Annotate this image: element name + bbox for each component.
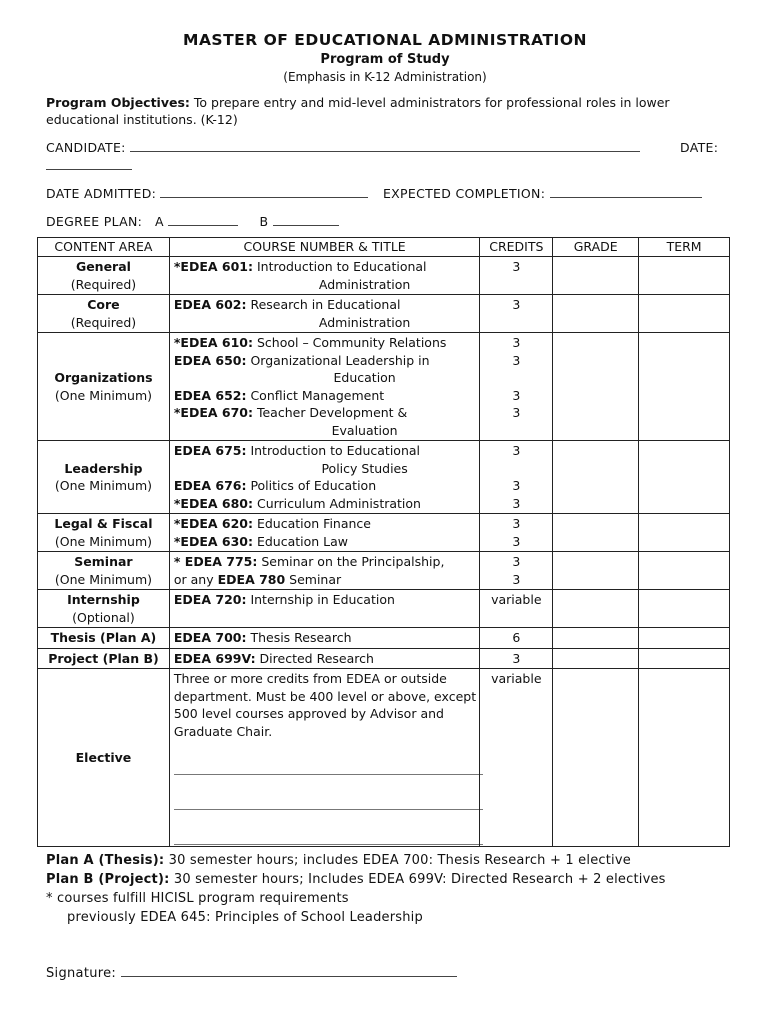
plan-b-note-label: Plan B (Project):	[46, 872, 170, 887]
course-cell	[169, 590, 479, 628]
area-project	[38, 648, 170, 669]
emphasis-note: (Emphasis in K-12 Administration)	[283, 70, 487, 84]
area-requirement: (Required)	[70, 314, 137, 330]
credits-cell: variable	[480, 590, 553, 628]
credit-value: 3	[512, 443, 521, 458]
course-cell	[169, 333, 479, 441]
credit-value: 3	[512, 554, 521, 569]
course-title: Introduction to Educational	[246, 443, 420, 458]
grade-cell[interactable]	[553, 441, 639, 514]
area-name: Internship	[67, 592, 140, 607]
course-line	[174, 404, 475, 439]
degree-plan-row	[46, 214, 339, 229]
credits-cell	[480, 333, 553, 441]
course-line	[174, 442, 475, 477]
header-content-area: CONTENT AREA	[38, 238, 170, 257]
date-admitted-label: DATE ADMITTED:	[46, 186, 157, 201]
course-code: EDEA 676:	[173, 478, 247, 493]
date-row	[46, 158, 132, 173]
term-cell[interactable]	[639, 590, 730, 628]
objectives-text: To prepare entry and mid-level administrators for professional roles in lower educational institutions. (K-12)	[46, 95, 670, 127]
course-code: *EDEA 670:	[173, 405, 253, 420]
course-line	[174, 352, 475, 387]
candidate-field[interactable]	[130, 141, 640, 152]
grade-cell[interactable]	[553, 669, 639, 847]
credit-value: 3	[512, 335, 521, 350]
area-requirement: (Optional)	[72, 609, 135, 625]
signature-field[interactable]	[121, 966, 457, 977]
plan-a-note	[46, 851, 666, 870]
course-code: EDEA 700:	[173, 630, 247, 645]
table-header-row	[38, 238, 730, 257]
course-title: Politics of Education	[246, 478, 377, 493]
term-cell[interactable]	[639, 295, 730, 333]
area-general	[38, 257, 170, 295]
course-title: Introduction to Educational	[253, 259, 427, 274]
course-title: Research in Educational	[246, 297, 401, 312]
table-row-elective	[38, 669, 730, 847]
course-code: *EDEA 601:	[173, 259, 253, 274]
credit-value: 3	[512, 387, 521, 403]
course-title: Seminar on the Principalship,	[257, 554, 445, 569]
credits-cell	[480, 552, 553, 590]
area-name: Project (Plan B)	[48, 650, 159, 666]
course-title: Seminar	[285, 571, 342, 587]
grade-cell[interactable]	[553, 648, 639, 669]
course-cell	[169, 441, 479, 514]
course-line	[174, 553, 475, 571]
course-title-cont: Administration	[318, 276, 411, 292]
credits-cell	[480, 441, 553, 514]
grade-cell[interactable]	[553, 514, 639, 552]
table-row-legal-fiscal	[38, 514, 730, 552]
credits-cell: 3	[480, 295, 553, 333]
credit-value: 3	[512, 352, 521, 368]
course-title-cont: Administration	[318, 314, 411, 330]
course-title: Conflict Management	[246, 387, 385, 403]
area-requirement: (One Minimum)	[54, 533, 152, 549]
table-row-seminar	[38, 552, 730, 590]
credit-value: 3	[512, 533, 521, 549]
table-row-project	[38, 648, 730, 669]
course-code: *EDEA 620:	[173, 516, 253, 531]
area-name: Elective	[75, 749, 132, 765]
area-internship	[38, 590, 170, 628]
course-title: Curriculum Administration	[253, 495, 421, 511]
header-credits: CREDITS	[480, 238, 553, 257]
course-code: EDEA 780	[217, 571, 286, 587]
course-line	[174, 477, 475, 495]
program-objectives	[46, 94, 726, 128]
signature-row	[46, 966, 457, 981]
course-cell	[169, 552, 479, 590]
term-cell[interactable]	[639, 552, 730, 590]
area-name: Thesis (Plan A)	[50, 630, 157, 645]
credit-value: 3	[512, 516, 521, 531]
course-code: EDEA 720:	[173, 592, 247, 607]
course-line	[174, 571, 475, 589]
elective-entry-line[interactable]	[174, 775, 483, 810]
area-seminar	[38, 552, 170, 590]
course-cell	[169, 257, 479, 295]
credits-cell: 6	[480, 628, 553, 649]
area-leadership	[38, 441, 170, 514]
course-title: Thesis Research	[246, 630, 352, 645]
course-prefix: or any	[173, 571, 218, 587]
table-row-general	[38, 257, 730, 295]
course-line	[174, 533, 475, 551]
area-name: General	[75, 259, 131, 274]
course-code: * EDEA 775:	[173, 554, 258, 569]
course-code: *EDEA 680:	[173, 495, 253, 511]
course-title: School – Community Relations	[253, 335, 447, 350]
course-cell	[169, 669, 479, 847]
area-requirement: (One Minimum)	[54, 387, 152, 403]
credits-cell: variable	[480, 669, 553, 847]
signature-label: Signature:	[46, 966, 117, 981]
course-title-cont: Policy Studies	[321, 460, 408, 476]
course-code: EDEA 602:	[173, 297, 247, 312]
table-row-thesis	[38, 628, 730, 649]
header-course: COURSE NUMBER & TITLE	[169, 238, 479, 257]
course-title-cont: Education	[333, 370, 396, 385]
term-cell[interactable]	[639, 514, 730, 552]
course-cell	[169, 295, 479, 333]
credit-value: 3	[512, 495, 521, 511]
expected-completion-field[interactable]	[550, 187, 702, 198]
plan-a-note-text: 30 semester hours; includes EDEA 700: Thesis Research + 1 elective	[164, 853, 631, 868]
area-core	[38, 295, 170, 333]
course-cell	[169, 514, 479, 552]
page-subtitle: Program of Study	[320, 52, 450, 67]
course-code: *EDEA 630:	[173, 533, 253, 549]
area-name: Leadership	[64, 460, 143, 476]
header-term: TERM	[639, 238, 730, 257]
area-name: Seminar	[74, 554, 133, 569]
degree-plan-label: DEGREE PLAN:	[46, 214, 143, 229]
area-organizations	[38, 333, 170, 441]
grade-cell[interactable]	[553, 295, 639, 333]
course-title: Education Law	[253, 533, 349, 549]
course-title: Internship in Education	[246, 592, 395, 607]
term-cell[interactable]	[639, 648, 730, 669]
course-title: Teacher Development &	[253, 405, 408, 420]
plan-b-label: B	[259, 214, 269, 229]
area-requirement: (One Minimum)	[54, 478, 152, 493]
elective-entry-line[interactable]	[174, 740, 483, 775]
candidate-row	[46, 140, 640, 155]
objectives-label: Program Objectives:	[46, 95, 190, 110]
course-line	[174, 387, 475, 405]
area-requirement: (One Minimum)	[54, 571, 152, 587]
course-code: EDEA 675:	[173, 443, 247, 458]
plan-b-field[interactable]	[273, 215, 339, 226]
previous-note: previously EDEA 645: Principles of School Leadership	[67, 910, 423, 925]
plan-a-field[interactable]	[168, 215, 238, 226]
course-code: EDEA 699V:	[173, 650, 256, 666]
grade-cell[interactable]	[553, 628, 639, 649]
course-cell	[169, 628, 479, 649]
plan-b-note-text: 30 semester hours; Includes EDEA 699V: Directed Research + 2 electives	[169, 872, 666, 887]
grade-cell[interactable]	[553, 552, 639, 590]
date-field[interactable]	[46, 159, 132, 170]
page-title: MASTER OF EDUCATIONAL ADMINISTRATION	[183, 31, 587, 49]
grade-cell[interactable]	[553, 257, 639, 295]
credit-value: 3	[512, 571, 521, 587]
table-row-leadership	[38, 441, 730, 514]
course-title-cont: Evaluation	[331, 422, 398, 438]
course-line	[174, 495, 475, 513]
area-thesis	[38, 628, 170, 649]
date-label: DATE:	[680, 140, 719, 155]
term-cell[interactable]	[639, 333, 730, 441]
grade-cell[interactable]	[553, 333, 639, 441]
area-legal-fiscal	[38, 514, 170, 552]
table-row-organizations	[38, 333, 730, 441]
date-admitted-field[interactable]	[160, 187, 368, 198]
term-cell[interactable]	[639, 441, 730, 514]
course-code: *EDEA 610:	[173, 335, 253, 350]
credit-value: 3	[512, 478, 521, 493]
header-grade: GRADE	[553, 238, 639, 257]
course-cell	[169, 648, 479, 669]
area-name: Core	[87, 297, 120, 312]
program-table	[37, 237, 730, 847]
area-requirement: (Required)	[70, 276, 137, 292]
expected-completion-label: EXPECTED COMPLETION:	[382, 186, 546, 201]
star-note: * courses fulfill HICISL program requirements	[46, 891, 349, 906]
plan-b-note	[46, 870, 666, 889]
area-elective	[38, 669, 170, 847]
term-cell[interactable]	[639, 669, 730, 847]
candidate-label: CANDIDATE:	[46, 140, 126, 155]
term-cell[interactable]	[639, 257, 730, 295]
plan-notes	[46, 851, 666, 927]
area-name: Legal & Fiscal	[54, 516, 153, 531]
admitted-row	[46, 186, 702, 201]
course-title: Education Finance	[253, 516, 371, 531]
credits-cell: 3	[480, 648, 553, 669]
course-code: EDEA 650:	[173, 352, 247, 368]
elective-entry-line[interactable]	[174, 810, 483, 845]
term-cell[interactable]	[639, 628, 730, 649]
elective-description: Three or more credits from EDEA or outside department. Must be 400 level or above, except 500 level courses approved by Advisor and Graduate Chair.	[173, 671, 477, 739]
course-title: Organizational Leadership in	[246, 352, 430, 368]
course-line	[174, 515, 475, 533]
credits-cell	[480, 514, 553, 552]
course-code: EDEA 652:	[173, 387, 247, 403]
course-line	[174, 334, 475, 352]
credit-value: 3	[512, 405, 521, 420]
table-row-core	[38, 295, 730, 333]
plan-a-note-label: Plan A (Thesis):	[46, 853, 165, 868]
credits-cell: 3	[480, 257, 553, 295]
grade-cell[interactable]	[553, 590, 639, 628]
area-name: Organizations	[54, 370, 153, 385]
plan-a-label: A	[155, 214, 164, 229]
table-row-internship	[38, 590, 730, 628]
course-title: Directed Research	[255, 650, 374, 666]
